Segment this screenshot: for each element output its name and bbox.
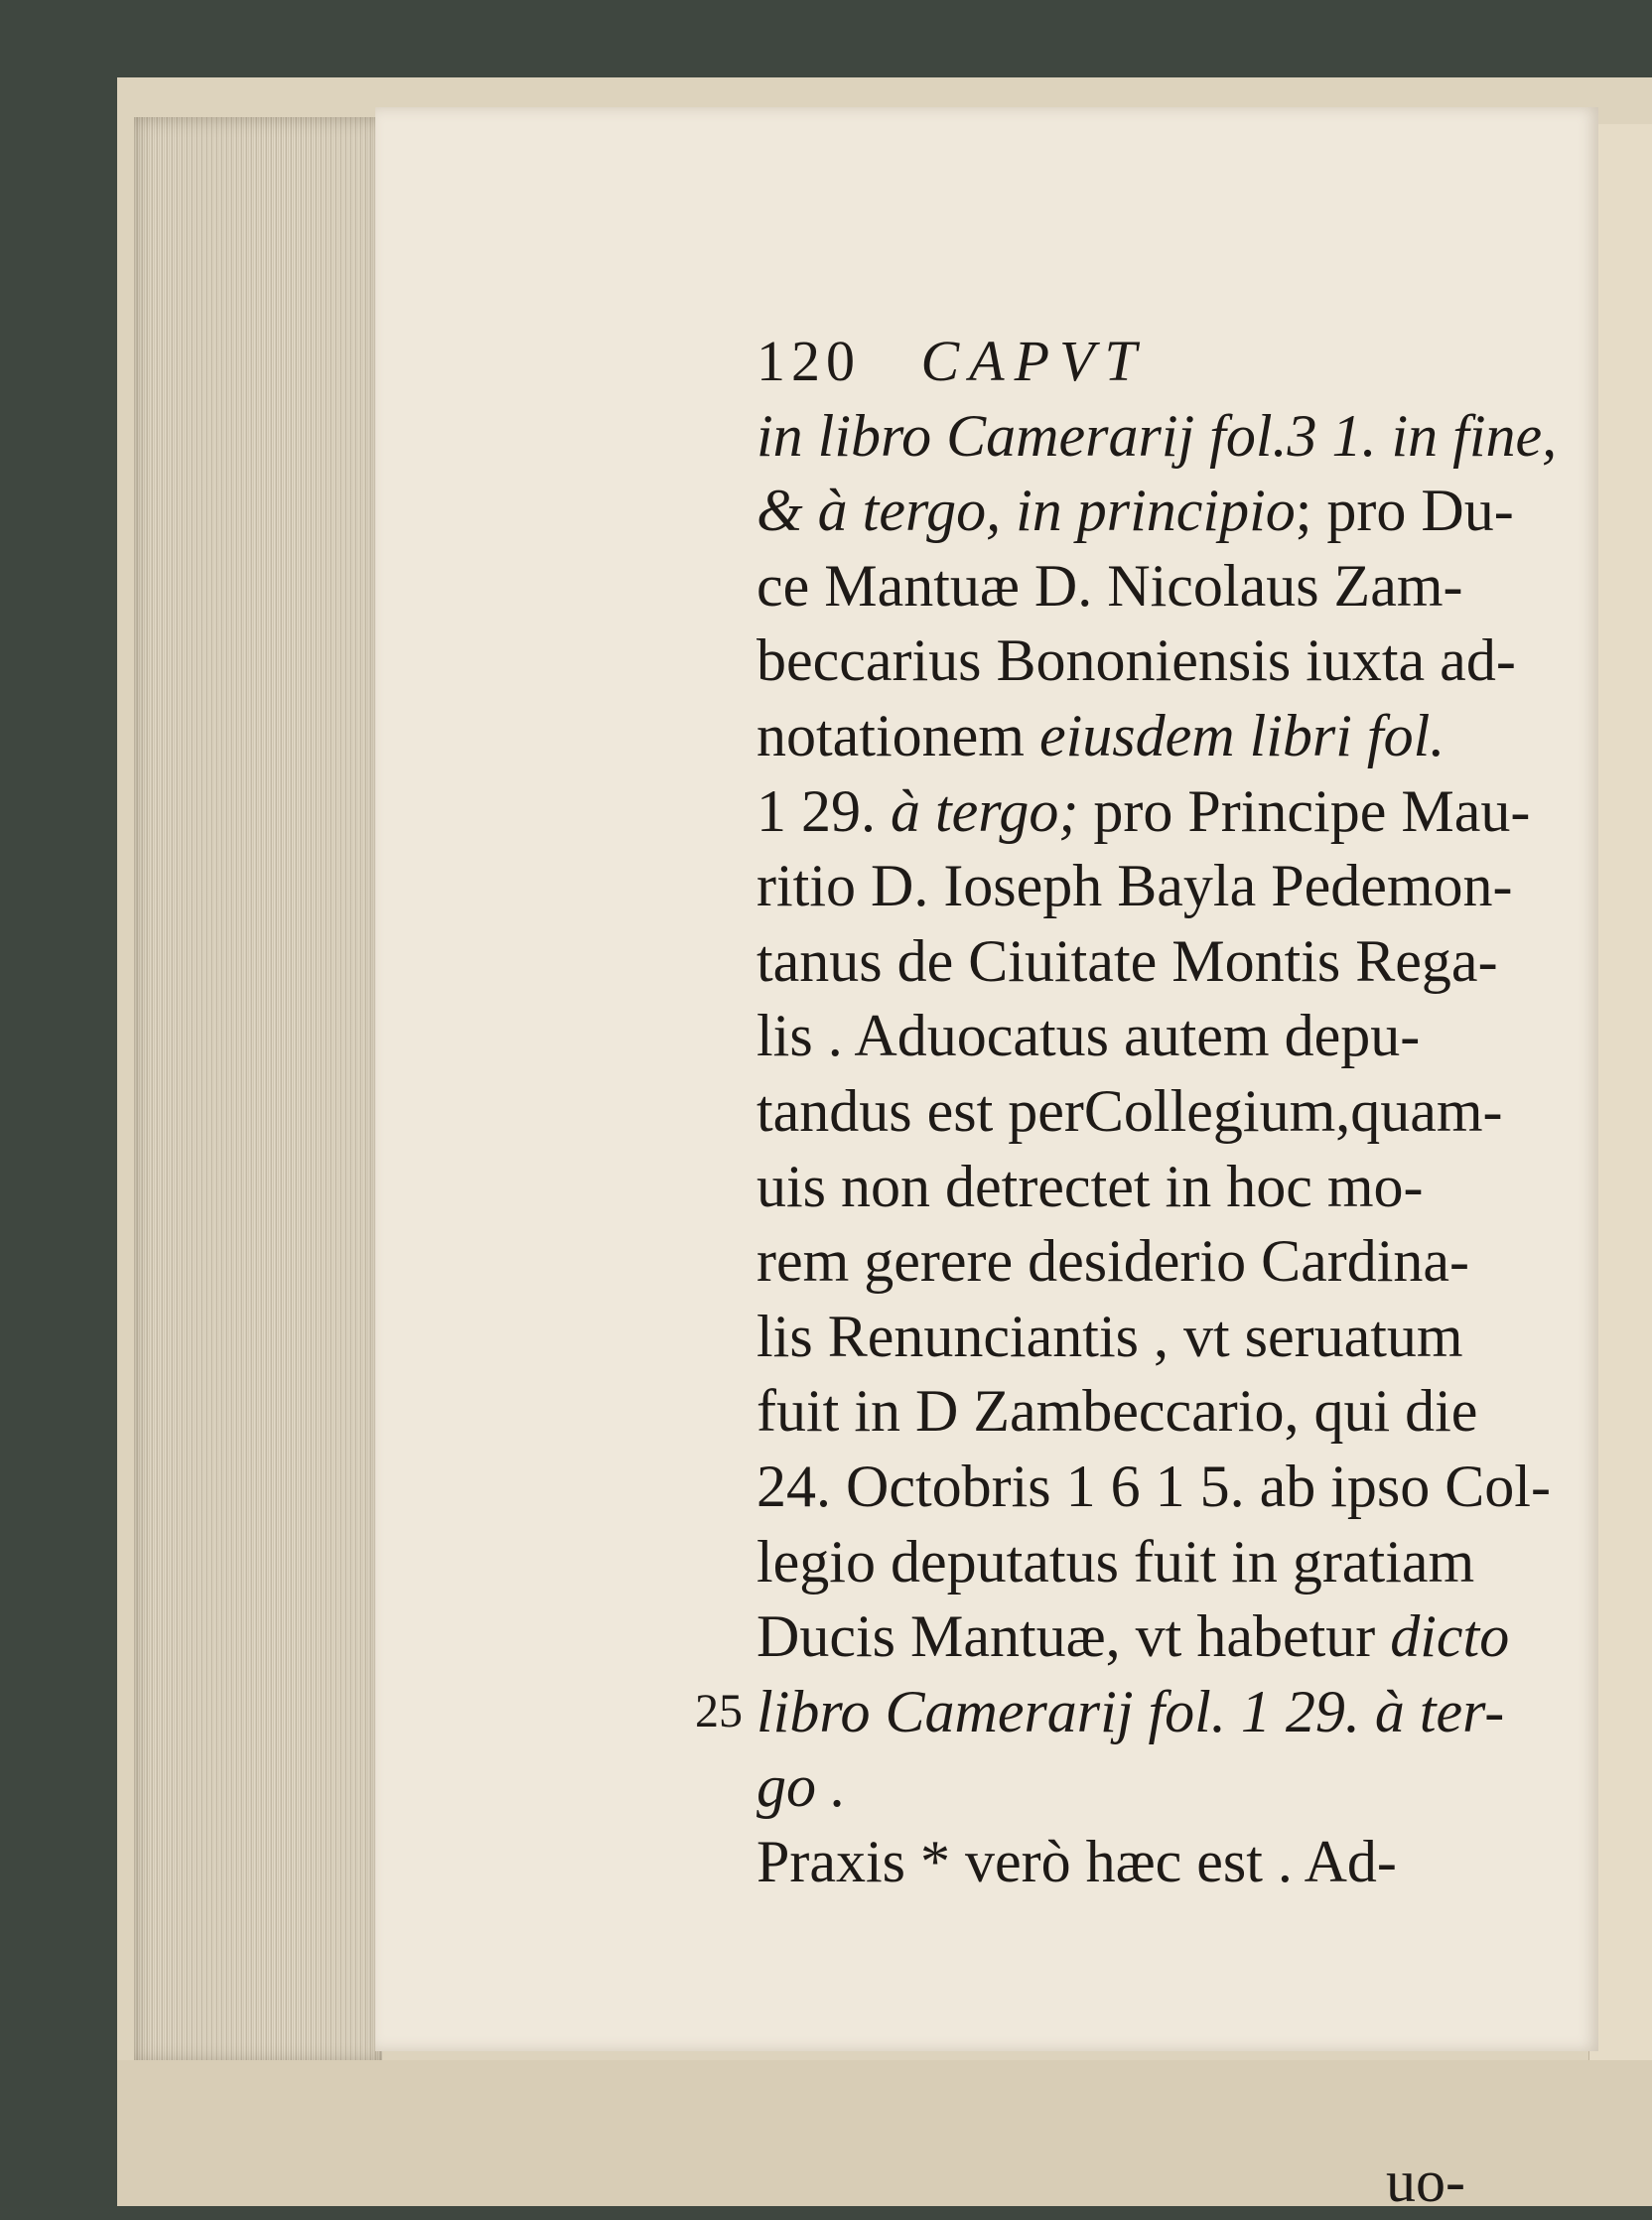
text-segment: 24. Octobris 1 6 1 5. ab ipso Col- [757, 1453, 1551, 1519]
text-line [757, 399, 1558, 475]
text-line [757, 699, 1511, 774]
text-segment: Praxis * verò hæc est . Ad- [757, 1828, 1397, 1894]
text-line [757, 999, 1511, 1074]
text-line [757, 1525, 1511, 1600]
text-segment: à tergo; [891, 777, 1079, 844]
text-segment: notationem [757, 702, 1039, 768]
text-line [757, 924, 1511, 1000]
text-line [757, 1224, 1511, 1300]
text-line [757, 624, 1516, 699]
text-segment: rem gerere desiderio Cardina- [757, 1228, 1469, 1295]
text-segment: dicto [1390, 1603, 1510, 1670]
text-line [757, 1074, 1511, 1150]
text-segment: uis non detrectet in hoc mo- [757, 1153, 1424, 1219]
text-line [757, 1599, 1511, 1675]
text-segment: pro Principe Mau- [1078, 777, 1531, 844]
text-segment: ce Mantuæ D. Nicolaus Zam- [757, 552, 1463, 619]
text-block [757, 324, 1558, 1899]
text-segment: libro Camerarij fol. 1 29. à ter- [757, 1678, 1505, 1744]
page-edges [134, 117, 382, 2063]
text-segment: Ducis Mantuæ, vt habetur [757, 1603, 1391, 1670]
text-segment: tandus est perCollegium,quam- [757, 1077, 1503, 1144]
catchword: uo- [1386, 2149, 1465, 2214]
text-segment: eiusdem libri fol. [1038, 702, 1446, 768]
text-segment: go . [757, 1753, 846, 1820]
text-segment: fuit in D Zambeccario, qui die [757, 1378, 1478, 1445]
text-segment: in libro Camerarij fol.3 1. in fine, [757, 402, 1558, 469]
marginal-number: 25 [695, 1685, 743, 1737]
text-line [757, 1450, 1551, 1525]
text-segment: lis . Aduocatus autem depu- [757, 1003, 1421, 1069]
text-segment: ; pro Du- [1295, 478, 1514, 544]
text-segment: beccarius Bononiensis iuxta ad- [757, 627, 1516, 694]
text-line [757, 1749, 1511, 1825]
text-segment: & à tergo, in principio [757, 478, 1296, 544]
text-line [757, 549, 1511, 624]
text-line [757, 1825, 1511, 1900]
text-line [757, 474, 1514, 549]
text-line [757, 1374, 1511, 1450]
running-header [757, 324, 1511, 399]
text-line [757, 774, 1531, 850]
running-title: CAPVT [920, 329, 1147, 393]
body-text [757, 399, 1558, 1900]
text-segment: legio deputatus fuit in gratiam [757, 1528, 1475, 1595]
text-line [757, 1675, 1511, 1750]
text-segment: ritio D. Ioseph Bayla Pedemon- [757, 853, 1513, 919]
text-segment: lis Renunciantis , vt seruatum [757, 1303, 1463, 1369]
page-number: 120 [757, 329, 861, 393]
text-line [757, 1300, 1511, 1375]
text-segment: 1 29. [757, 777, 891, 844]
text-line [757, 849, 1511, 924]
text-line [757, 1150, 1511, 1225]
text-segment: tanus de Ciuitate Montis Rega- [757, 927, 1498, 994]
